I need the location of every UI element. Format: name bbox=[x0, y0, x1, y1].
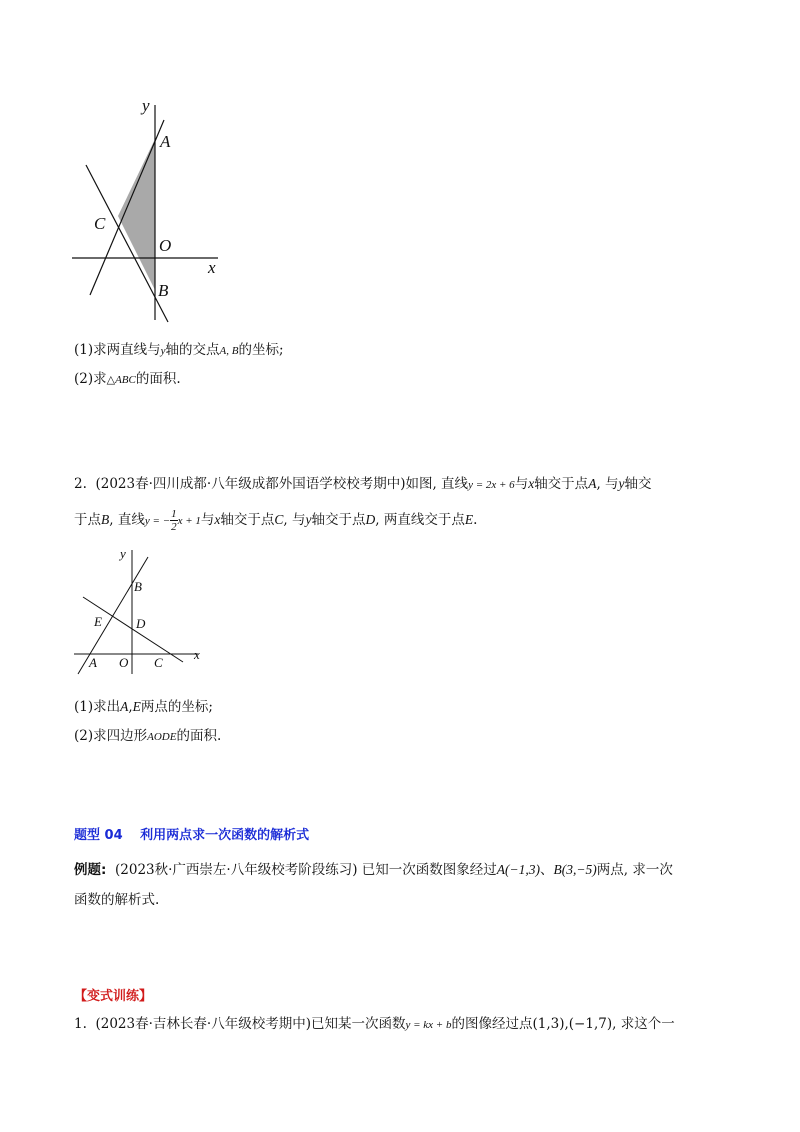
example-text-a: (2023秋·广西崇左·八年级校考阶段练习) 已知一次函数图象经过 bbox=[115, 862, 497, 878]
q1-item2-suffix: 的面积. bbox=[135, 371, 181, 387]
q1-item1-prefix: (1)求两直线与 bbox=[74, 342, 161, 358]
figure1-graph bbox=[60, 95, 230, 325]
example-point-b: B(3,−5) bbox=[553, 862, 597, 877]
p2-eq2-suffix: x + 1 bbox=[177, 515, 201, 527]
variant-number: 1. bbox=[74, 1016, 87, 1032]
p2-text-c: 轴交于点 bbox=[534, 476, 589, 492]
label-x: x bbox=[208, 258, 216, 277]
variant-point-2: (−1,7) bbox=[568, 1016, 613, 1032]
variant-equation: y = kx + b bbox=[405, 1019, 452, 1031]
label-o-2: O bbox=[119, 655, 129, 670]
p2-point-c: C bbox=[274, 512, 284, 527]
problem2-source: (2023春·四川成都·八年级成都外国语学校校考期中) bbox=[95, 476, 406, 492]
p2-item1-e: E bbox=[132, 699, 141, 714]
label-c-2: C bbox=[154, 655, 163, 670]
p2-item1-sep: , bbox=[128, 699, 133, 715]
p2-equation-1: y = 2x + 6 bbox=[468, 479, 515, 491]
p2-var-x2: x bbox=[214, 512, 221, 527]
q1-item1-mid: 轴的交点 bbox=[165, 342, 220, 358]
p2-item2-prefix: (2)求四边形 bbox=[74, 728, 148, 744]
p2-eq2-prefix: y = − bbox=[144, 515, 171, 527]
example-line-1 bbox=[74, 858, 673, 878]
q1-item1-points: A, B bbox=[219, 345, 239, 357]
variant-text-b: 的图像经过点 bbox=[451, 1016, 533, 1032]
variant-text-c: , 求这个一 bbox=[612, 1016, 675, 1032]
line-through-c-b bbox=[86, 165, 168, 322]
variant-problem-1 bbox=[74, 1012, 675, 1032]
p2-text-e: 轴交 bbox=[624, 476, 652, 492]
q1-item2-prefix: (2)求 bbox=[74, 371, 107, 387]
problem2-number: 2. bbox=[74, 476, 87, 492]
label-o: O bbox=[159, 236, 172, 255]
p2-item2-quad: AODE bbox=[147, 731, 177, 743]
p2-point-e: E bbox=[464, 512, 474, 527]
p2-point-d: D bbox=[365, 512, 376, 527]
q1-item-1 bbox=[74, 338, 284, 358]
example-text-b: 两点, 求一次 bbox=[596, 862, 673, 878]
p2-text-k: 轴交于点 bbox=[311, 512, 366, 528]
p2-point-b: B bbox=[101, 512, 110, 527]
p2-text-f: 于点 bbox=[74, 512, 101, 528]
line-y-half-x-1 bbox=[83, 597, 183, 662]
label-e-2: E bbox=[94, 614, 102, 629]
problem2-item-2 bbox=[74, 724, 221, 744]
example-line-2: 函数的解析式. bbox=[74, 892, 160, 908]
label-b: B bbox=[158, 281, 169, 300]
label-y-2: y bbox=[120, 546, 126, 561]
p2-text-l: , 两直线交于点 bbox=[375, 512, 465, 528]
label-y: y bbox=[142, 96, 150, 115]
p2-var-y1: y bbox=[618, 476, 625, 491]
p2-item1-prefix: (1)求出 bbox=[74, 699, 121, 715]
variant-text-a: 已知某一次函数 bbox=[310, 1016, 406, 1032]
p2-item1-a: A bbox=[120, 699, 129, 714]
example-point-a: A(−1,3) bbox=[496, 862, 540, 877]
label-a: A bbox=[160, 132, 171, 151]
p2-item1-suffix: 两点的坐标; bbox=[140, 699, 213, 715]
p2-eq2-fraction bbox=[170, 508, 178, 533]
problem2-line2 bbox=[74, 508, 477, 533]
example-sep: 、 bbox=[540, 862, 554, 878]
p2-text-m: . bbox=[473, 512, 478, 528]
variant-comma: , bbox=[564, 1016, 569, 1032]
p2-text-a: 如图, 直线 bbox=[405, 476, 469, 492]
p2-text-g: , 直线 bbox=[109, 512, 145, 528]
variant-point-1: (1,3) bbox=[532, 1016, 565, 1032]
label-c: C bbox=[94, 214, 106, 233]
p2-text-j: , 与 bbox=[283, 512, 306, 528]
p2-point-a: A bbox=[588, 476, 597, 491]
figure2-graph bbox=[68, 542, 218, 677]
p2-eq2-numerator: 1 bbox=[171, 508, 177, 520]
p2-text-i: 轴交于点 bbox=[220, 512, 275, 528]
p2-eq2-denominator: 2 bbox=[171, 521, 177, 533]
q1-item1-y: y bbox=[160, 345, 166, 357]
q1-item-2 bbox=[74, 367, 181, 387]
variant-label: 【变式训练】 bbox=[74, 989, 153, 1004]
p2-var-x1: x bbox=[528, 476, 535, 491]
label-b-2: B bbox=[134, 579, 142, 594]
q1-item2-triangle: △ABC bbox=[106, 374, 136, 386]
problem2-item-1 bbox=[74, 695, 213, 715]
q1-item1-suffix: 的坐标; bbox=[238, 342, 284, 358]
variant-source: (2023春·吉林长春·八年级校考期中) bbox=[95, 1016, 311, 1032]
label-a-2: A bbox=[89, 655, 97, 670]
label-d-2: D bbox=[136, 616, 146, 631]
p2-text-h: 与 bbox=[200, 512, 215, 528]
problem2-line1 bbox=[74, 472, 652, 492]
p2-var-y2: y bbox=[305, 512, 312, 527]
label-x-2: x bbox=[194, 647, 200, 662]
example-label: 例题: bbox=[74, 862, 107, 878]
section-title-04: 题型 04 利用两点求一次函数的解析式 bbox=[74, 828, 310, 843]
p2-item2-suffix: 的面积. bbox=[176, 728, 222, 744]
p2-text-d: , 与 bbox=[596, 476, 619, 492]
p2-text-b: 与 bbox=[514, 476, 529, 492]
